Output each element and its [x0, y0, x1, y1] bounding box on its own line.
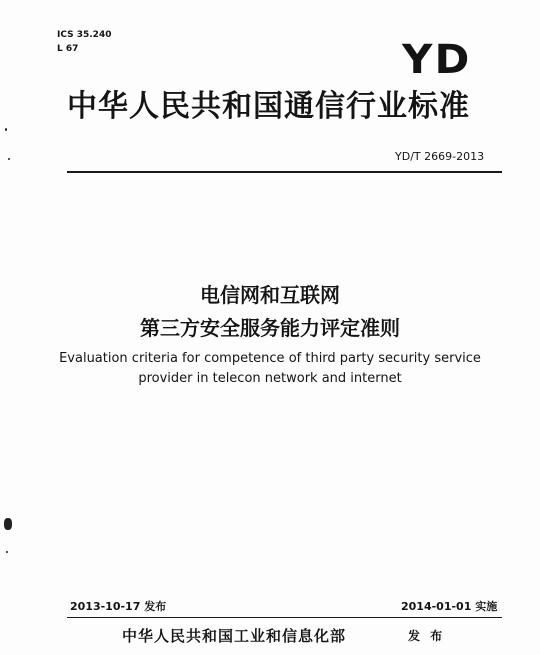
standard-title: 中华人民共和国通信行业标准 [67, 89, 470, 124]
yd-logo: YD [402, 37, 472, 83]
document-title-line-1: 电信网和互联网 [200, 283, 340, 307]
ics-code: ICS 35.240 [57, 30, 112, 40]
footer-divider [67, 617, 502, 618]
standard-number: YD/T 2669-2013 [395, 150, 485, 163]
publish-label: 发 布 [408, 629, 446, 643]
issue-date: 2013-10-17 发布 [70, 600, 167, 613]
english-title-line-1: Evaluation criteria for competence of third party security service [59, 351, 481, 366]
scan-speck [4, 518, 12, 530]
publisher-name: 中华人民共和国工业和信息化部 [122, 627, 347, 645]
implementation-date: 2014-01-01 实施 [401, 600, 498, 613]
header-divider [67, 171, 502, 173]
document-title-line-2: 第三方安全服务能力评定准则 [140, 316, 400, 340]
scan-speck [6, 551, 8, 553]
scan-speck [5, 128, 7, 131]
english-title-line-2: provider in telecon network and internet [138, 371, 402, 386]
scan-speck [8, 158, 10, 160]
classification-code: L 67 [57, 44, 79, 54]
